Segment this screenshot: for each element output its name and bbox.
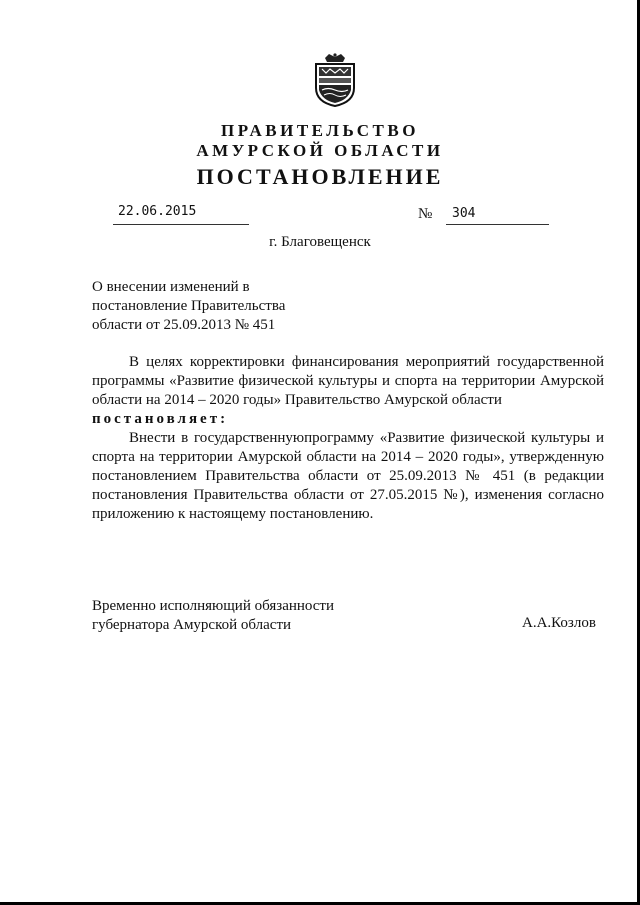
number-sign: № — [418, 206, 433, 222]
preamble-paragraph: В целях корректировки финансирования мероприятий государственной программы «Развитие физической культуры и спорта на территории Амурской области на 2014 – 2020 годы» Правительство Амурской области — [92, 354, 604, 408]
resolves-keyword: постановляет: — [92, 411, 229, 427]
document-type-title: ПОСТАНОВЛЕНИЕ — [196, 164, 444, 189]
government-name-line1: ПРАВИТЕЛЬСТВО — [221, 121, 419, 140]
decree-date: 22.06.2015 — [118, 204, 197, 219]
signer-position — [92, 597, 334, 635]
government-name-line2: АМУРСКОЙ ОБЛАСТИ — [196, 141, 444, 160]
signer-position-line: губернатора Амурской области — [92, 617, 292, 633]
date-underline — [113, 224, 249, 225]
subject-line: постановление Правительства — [92, 298, 286, 314]
decree-subject — [92, 278, 285, 335]
number-underline — [446, 224, 549, 225]
coat-of-arms-icon — [312, 52, 358, 108]
signer-position-line: Временно исполняющий обязанности — [92, 598, 335, 614]
decree-number: 304 — [452, 206, 476, 221]
subject-line: О внесении изменений в — [92, 279, 250, 295]
resolution-paragraph: Внести в государственнуюпрограмму «Развитие физической культуры и спорта на территории Амурской области на 2014 – 2020 годы», утвержденную постановлением Правительства области от 25.09.2013 № 451 (в редакции постановления Правительства области от 27.05.2015 №), изменения согласно приложению к настоящему постановлению. — [92, 430, 604, 522]
subject-line: области от 25.09.2013 № 451 — [92, 317, 276, 333]
city-name: г. Благовещенск — [269, 234, 371, 250]
signer-name: А.А.Козлов — [522, 615, 596, 631]
